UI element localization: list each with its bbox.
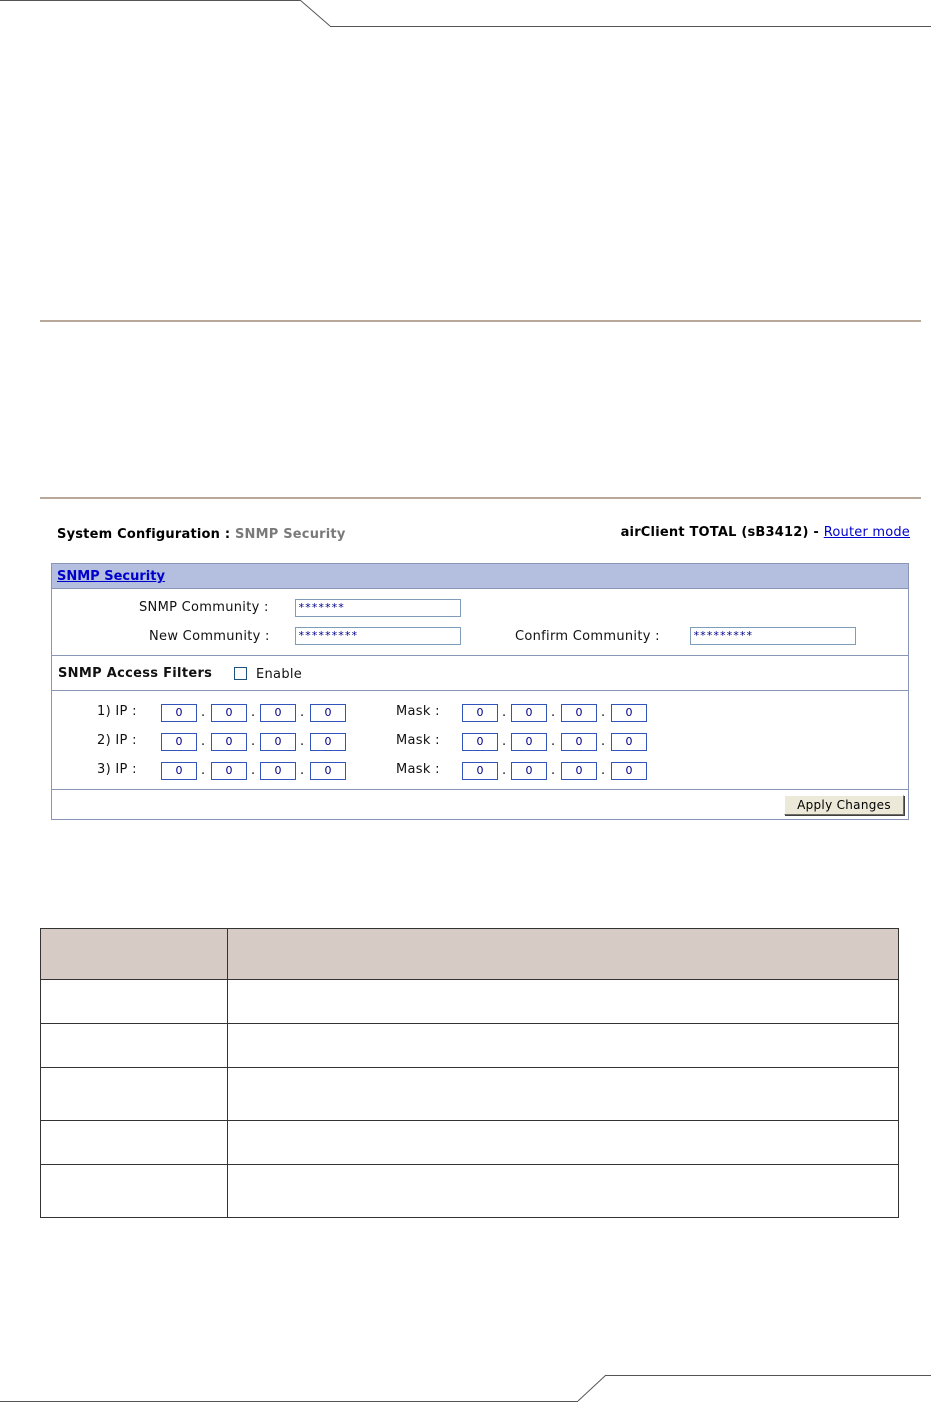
table-cell xyxy=(41,1165,228,1218)
octet-dot: . xyxy=(251,763,256,778)
router-mode-link[interactable]: Router mode xyxy=(823,525,910,540)
octet-dot: . xyxy=(251,705,256,720)
table-cell xyxy=(41,1068,228,1121)
mask-octet-field[interactable]: 0 xyxy=(561,704,597,722)
mask-octet-field[interactable]: 0 xyxy=(511,762,547,780)
filter-mask-label: Mask : xyxy=(396,733,440,748)
mask-octet-field[interactable]: 0 xyxy=(462,704,498,722)
table-row xyxy=(41,1068,899,1121)
table-header-row xyxy=(41,929,899,980)
access-filters-label: SNMP Access Filters xyxy=(58,666,213,681)
ip-octet-field[interactable]: 0 xyxy=(260,762,296,780)
table-row xyxy=(41,1024,899,1068)
panel-separator xyxy=(52,690,908,691)
device-name: airClient TOTAL (sB3412) xyxy=(620,525,809,540)
enable-checkbox[interactable] xyxy=(234,667,247,680)
table-cell xyxy=(41,980,228,1024)
panel-separator xyxy=(52,789,908,790)
filter-ip-label: 1) IP : xyxy=(97,704,137,719)
mask-octet-field[interactable]: 0 xyxy=(462,762,498,780)
octet-dot: . xyxy=(601,763,606,778)
new-community-label: New Community : xyxy=(149,629,270,644)
snmp-community-field[interactable]: ******* xyxy=(295,599,461,617)
mask-octet-field[interactable]: 0 xyxy=(561,733,597,751)
octet-dot: . xyxy=(601,734,606,749)
panel-separator xyxy=(52,655,908,656)
octet-dot: . xyxy=(601,705,606,720)
new-community-field[interactable]: ********* xyxy=(295,627,461,645)
mask-octet-field[interactable]: 0 xyxy=(511,733,547,751)
octet-dot: . xyxy=(551,705,556,720)
snmp-community-label: SNMP Community : xyxy=(139,600,269,615)
octet-dot: . xyxy=(251,734,256,749)
ip-octet-field[interactable]: 0 xyxy=(211,733,247,751)
snmp-security-panel xyxy=(51,563,909,820)
octet-dot: . xyxy=(201,734,206,749)
mask-octet-field[interactable]: 0 xyxy=(611,762,647,780)
mask-octet-field[interactable]: 0 xyxy=(561,762,597,780)
table-cell xyxy=(228,1165,899,1218)
ip-octet-field[interactable]: 0 xyxy=(161,733,197,751)
ip-octet-field[interactable]: 0 xyxy=(310,733,346,751)
ip-octet-field[interactable]: 0 xyxy=(161,704,197,722)
octet-dot: . xyxy=(502,705,507,720)
breadcrumb-page: SNMP Security xyxy=(234,527,346,542)
table-header-cell xyxy=(228,929,899,980)
octet-dot: . xyxy=(201,763,206,778)
filter-ip-label: 3) IP : xyxy=(97,762,137,777)
header-rule-right xyxy=(330,26,931,27)
mask-octet-field[interactable]: 0 xyxy=(611,704,647,722)
mask-octet-field[interactable]: 0 xyxy=(462,733,498,751)
section-divider-bottom xyxy=(40,497,921,499)
octet-dot: . xyxy=(551,763,556,778)
table-row xyxy=(41,1121,899,1165)
ip-octet-field[interactable]: 0 xyxy=(310,762,346,780)
confirm-community-label: Confirm Community : xyxy=(515,629,660,644)
header-rule-left xyxy=(0,0,300,1)
confirm-community-field[interactable]: ********* xyxy=(690,627,856,645)
filter-mask-label: Mask : xyxy=(396,762,440,777)
filter-mask-label: Mask : xyxy=(396,704,440,719)
table-cell xyxy=(41,1024,228,1068)
breadcrumb xyxy=(57,527,346,542)
ip-octet-field[interactable]: 0 xyxy=(211,704,247,722)
octet-dot: . xyxy=(300,705,305,720)
table-cell xyxy=(228,980,899,1024)
ip-octet-field[interactable]: 0 xyxy=(211,762,247,780)
footer-rule-diagonal xyxy=(576,1372,610,1402)
panel-title-bar xyxy=(52,564,908,589)
ip-octet-field[interactable]: 0 xyxy=(260,733,296,751)
octet-dot: . xyxy=(300,734,305,749)
mask-octet-field[interactable]: 0 xyxy=(611,733,647,751)
device-separator: - xyxy=(813,525,819,540)
octet-dot: . xyxy=(201,705,206,720)
table-cell xyxy=(228,1024,899,1068)
octet-dot: . xyxy=(300,763,305,778)
ip-octet-field[interactable]: 0 xyxy=(161,762,197,780)
enable-label: Enable xyxy=(256,667,303,682)
table-header-cell xyxy=(41,929,228,980)
breadcrumb-label: System Configuration : xyxy=(57,527,231,542)
table-cell xyxy=(41,1121,228,1165)
snmp-security-title-link[interactable]: SNMP Security xyxy=(57,569,165,584)
table-row xyxy=(41,1165,899,1218)
octet-dot: . xyxy=(502,763,507,778)
apply-changes-button[interactable]: Apply Changes xyxy=(784,795,904,815)
octet-dot: . xyxy=(502,734,507,749)
mask-octet-field[interactable]: 0 xyxy=(511,704,547,722)
table-cell xyxy=(228,1068,899,1121)
table-row xyxy=(41,980,899,1024)
table-cell xyxy=(228,1121,899,1165)
device-info xyxy=(621,525,910,540)
parameter-table xyxy=(40,928,899,1218)
header-rule-diagonal xyxy=(300,0,336,38)
ip-octet-field[interactable]: 0 xyxy=(260,704,296,722)
octet-dot: . xyxy=(551,734,556,749)
ip-octet-field[interactable]: 0 xyxy=(310,704,346,722)
footer-rule-right xyxy=(606,1375,931,1376)
filter-ip-label: 2) IP : xyxy=(97,733,137,748)
section-divider-top xyxy=(40,320,921,322)
